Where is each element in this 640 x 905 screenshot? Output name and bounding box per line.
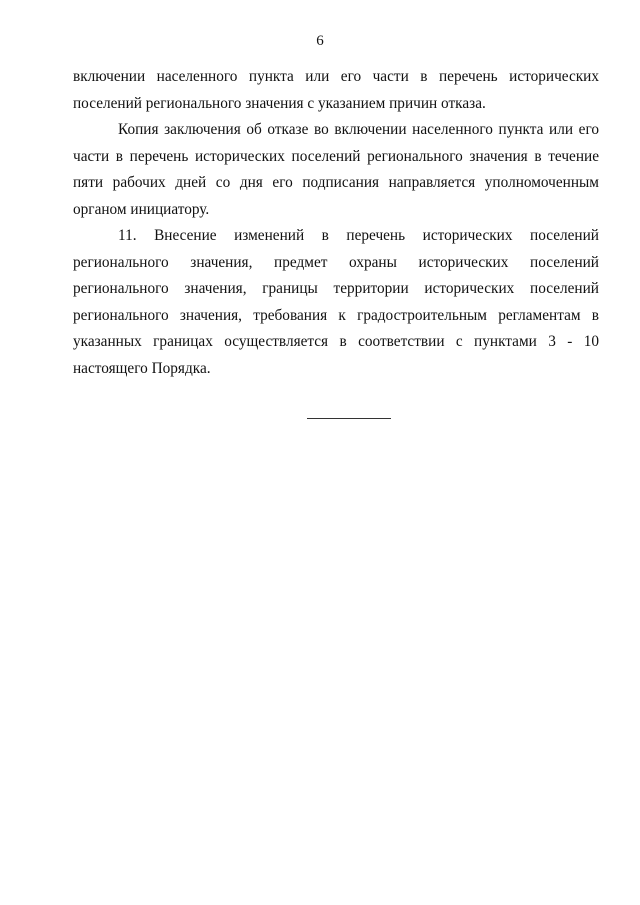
document-body — [73, 64, 599, 382]
text-line: настоящего Порядка. — [73, 359, 211, 377]
text-line: пяти рабочих дней со дня его подписания направляется уполномоченным — [73, 174, 599, 191]
page-number: 6 — [316, 33, 324, 49]
text-line: 11. Внесение изменений в перечень исторических поселений — [118, 227, 599, 244]
text-line: поселений регионального значения с указанием причин отказа. — [73, 94, 486, 112]
paragraph-item-11 — [73, 223, 599, 382]
text-line: органом инициатору. — [73, 200, 210, 218]
text-line: регионального значения, требования к градостроительным регламентам в — [73, 306, 599, 324]
text-line: части в перечень исторических поселений регионального значения в течение — [73, 147, 599, 165]
text-line: регионального значения, границы территории исторических поселений — [73, 280, 599, 297]
text-line: регионального значения, предмет охраны исторических поселений — [73, 253, 599, 271]
text-line: включении населенного пункта или его части в перечень исторических — [73, 68, 599, 85]
paragraph-copy-of-refusal — [73, 117, 599, 223]
paragraph-continuation — [73, 64, 599, 117]
end-separator-line — [307, 418, 391, 419]
text-line: Копия заключения об отказе во включении населенного пункта или его — [118, 121, 599, 138]
text-line: указанных границах осуществляется в соответствии с пунктами 3 - 10 — [73, 333, 599, 350]
